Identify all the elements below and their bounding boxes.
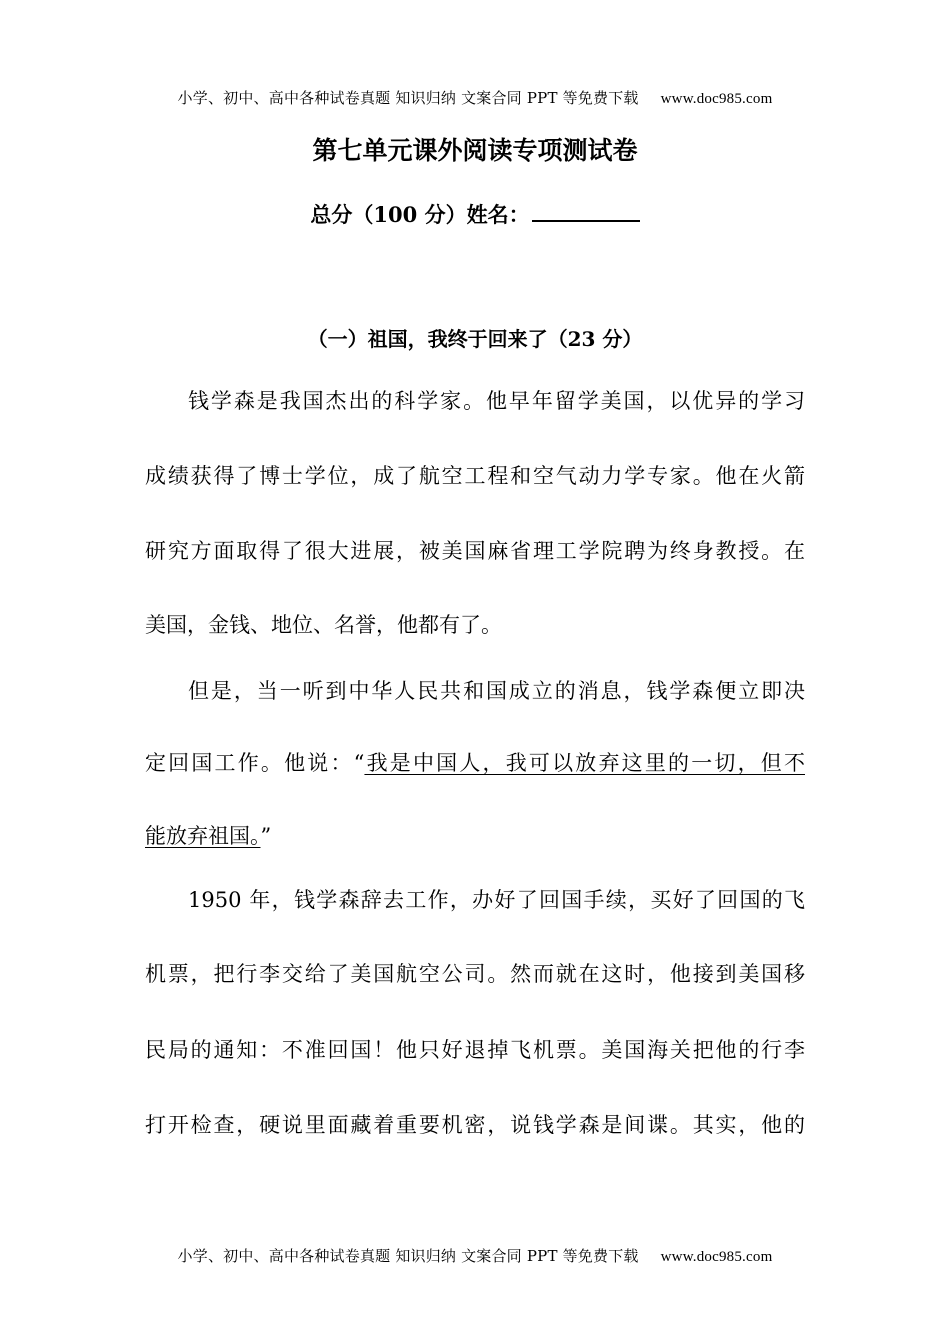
paragraph-1-line-3: 研究方面取得了很大进展，被美国麻省理工学院聘为终身教授。在	[145, 539, 805, 563]
page-footer	[0, 1245, 950, 1266]
page-header	[0, 87, 950, 108]
paragraph-3-line-2: 机票，把行李交给了美国航空公司。然而就在这时，他接到美国移	[145, 962, 805, 986]
paragraph-1-line-1: 钱学森是我国杰出的科学家。他早年留学美国，以优异的学习	[188, 389, 805, 413]
paragraph-1-line-4: 美国，金钱、地位、名誉，他都有了。	[145, 613, 502, 637]
header-text: 小学、初中、高中各种试卷真题 知识归纳 文案合同 PPT 等免费下载	[177, 89, 639, 107]
paragraph-2-line-3	[145, 820, 805, 852]
quote-close: ”	[260, 824, 272, 848]
paragraph-3-line-4: 打开检查，硬说里面藏着重要机密，说钱学森是间谍。其实，他的	[145, 1113, 805, 1137]
paragraph-2-line-2	[145, 747, 805, 779]
quote-intro: 定回国工作。他说：“	[145, 751, 365, 775]
page-title: 第七单元课外阅读专项测试卷	[312, 136, 638, 165]
paragraph-1-line-2: 成绩获得了博士学位，成了航空工程和空气动力学专家。他在火箭	[145, 464, 805, 488]
underlined-quote-part-2: 能放弃祖国。	[145, 824, 261, 848]
paragraph-2-line-1: 但是，当一听到中华人民共和国成立的消息，钱学森便立即决	[188, 679, 805, 703]
footer-text: 小学、初中、高中各种试卷真题 知识归纳 文案合同 PPT 等免费下载	[177, 1247, 639, 1265]
underlined-quote-part-1: 我是中国人，我可以放弃这里的一切，但不	[364, 751, 805, 775]
paragraph-3-line-3: 民局的通知：不准回国！他只好退掉飞机票。美国海关把他的行李	[145, 1038, 805, 1062]
score-name-label: 总分（100 分）姓名：	[310, 202, 530, 227]
name-blank[interactable]	[532, 198, 640, 222]
score-name-line	[0, 198, 950, 231]
section-heading: （一）祖国，我终于回来了（23 分）	[307, 327, 643, 351]
header-url[interactable]: www.doc985.com	[660, 91, 773, 107]
paragraph-3-line-1: 1950 年，钱学森辞去工作，办好了回国手续，买好了回国的飞	[188, 888, 805, 912]
footer-url[interactable]: www.doc985.com	[660, 1249, 773, 1265]
